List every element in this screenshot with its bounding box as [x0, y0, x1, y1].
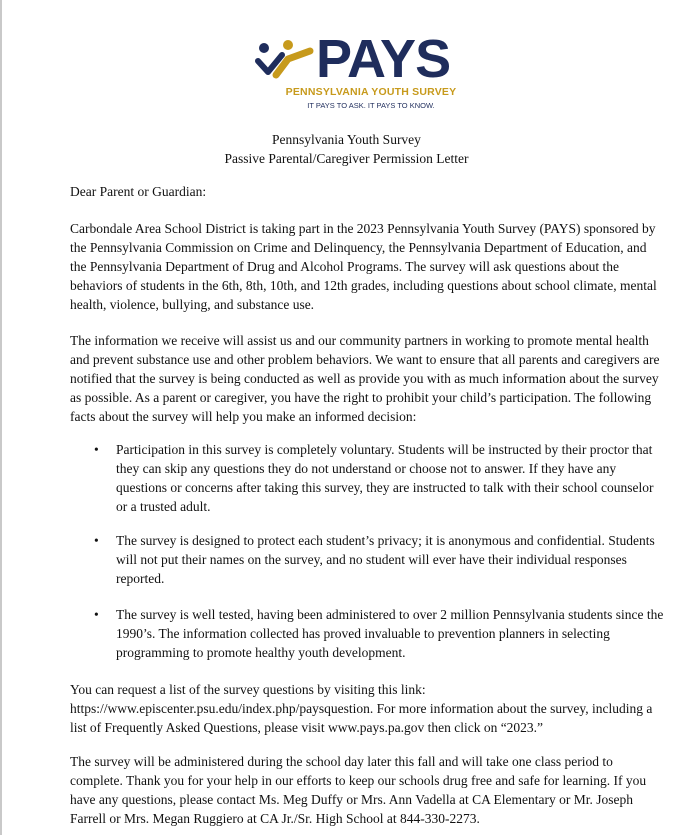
bullet-dot: • — [94, 533, 99, 548]
document-title — [0, 130, 693, 168]
title-line-2: Passive Parental/Caregiver Permission Letter — [224, 151, 469, 166]
bullet-dot: • — [94, 607, 99, 622]
pays-figure-icon — [254, 39, 318, 85]
logo-tagline: IT PAYS TO ASK. IT PAYS TO KNOW. — [307, 101, 435, 110]
bullet-item-voluntary: Participation in this survey is completely voluntary. Students will be instructed by their proctor that they can skip any questions they do not understand or choose not to answer. If they have any questions or concerns after taking this survey, they are instructed to talk with their school counselor or a trusted adult. — [116, 442, 654, 515]
logo-wordmark: PAYS — [316, 29, 451, 89]
pays-logo — [254, 29, 474, 114]
paragraph-intro: Carbondale Area School District is taking part in the 2023 Pennsylvania Youth Survey (PAYS) sponsored by the Pennsylvania Commission on Crime and Delinquency, the Pennsylvania Department of Education, and the Pennsylvania Department of Drug and Alcohol Programs. The survey will ask questions about the behaviors of students in the 6th, 8th, 10th, and 12th grades, including questions about school climate, mental health, violence, bullying, and substance use. — [70, 221, 657, 313]
links-intro: You can request a list of the survey questions by visiting this link: — [70, 682, 426, 697]
bullet-item-tested: The survey is well tested, having been administered to over 2 million Pennsylvania students since the 1990’s. The information collected has proved invaluable to prevention planners in selecting programming to promote healthy youth development. — [116, 607, 664, 661]
paragraph-contact: The survey will be administered during the school day later this fall and will take one class period to complete. Thank you for your help in our efforts to keep our schools drug free and safe for learning. If you have any questions, please contact Ms. Meg Duffy or Mrs. Ann Vadella at CA Elementary or Mr. Joseph Farrell or Mrs. Megan Ruggiero at CA Jr./Sr. High School at 844-330-2273. — [70, 754, 647, 827]
bullet-dot: • — [94, 442, 99, 457]
paragraph-purpose: The information we receive will assist us and our community partners in working to promote mental health and prevent substance use and other problem behaviors. We want to ensure that all parents and caregivers are notified that the survey is being conducted as well as provide you with as much information about the survey as possible. As a parent or caregiver, you have the right to prohibit your child’s participation. The following facts about the survey will help you make an informed decision: — [70, 333, 660, 425]
greeting: Dear Parent or Guardian: — [70, 184, 207, 199]
links-detail: https://www.episcenter.psu.edu/index.php/paysquestion. For more information about the survey, including a list of Frequently Asked Questions, please visit www.pays.pa.gov then click on “2023.” — [70, 701, 653, 736]
bullet-item-privacy: The survey is designed to protect each student’s privacy; it is anonymous and confidential. Students will not put their names on the survey, and no student will ever have their individual responses reported. — [116, 533, 655, 587]
title-line-1: Pennsylvania Youth Survey — [272, 132, 421, 147]
logo-subtitle: PENNSYLVANIA YOUTH SURVEY — [285, 86, 457, 98]
page-edge — [0, 0, 2, 835]
paragraph-links — [70, 680, 660, 737]
